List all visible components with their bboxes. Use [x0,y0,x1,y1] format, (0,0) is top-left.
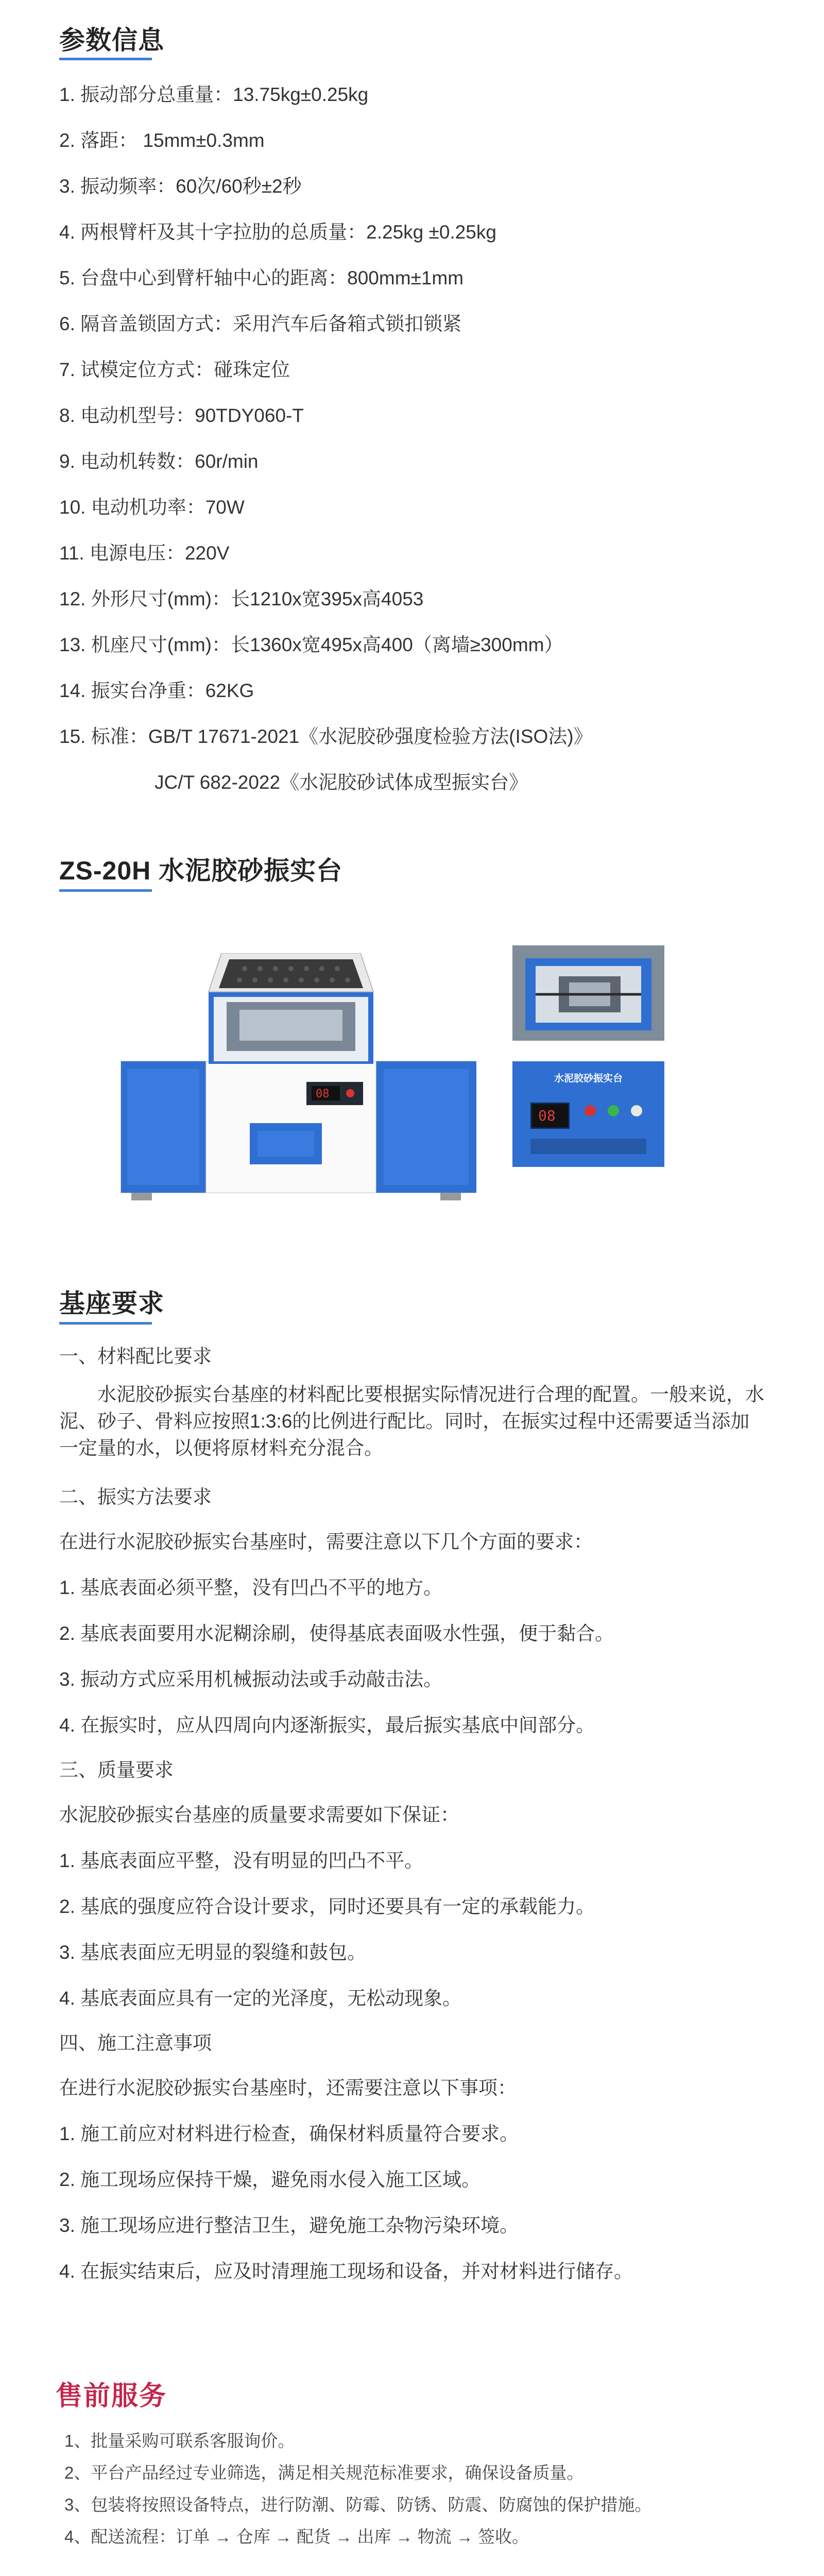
panel-label-strip [530,1139,646,1154]
param-item: 14. 振实台净重：62KG [59,680,254,701]
base-s4-item: 2. 施工现场应保持干燥，避免雨水侵入施工区域。 [59,2169,481,2190]
base-s2-item: 3. 振动方式应采用机械振动法或手动敲击法。 [59,1669,443,1690]
panel-display [530,1103,570,1129]
base-s1-body: 水泥胶砂振实台基座的材料配比要根据实际情况进行合理的配置。一般来说，水泥、砂子、骨料应按照1:3:6的比例进行配比。同时，在振实过程中还需要适当添加一定量的水，以便将原材料充分混合。 [59,1384,764,1459]
base-s2-head: 二、振实方法要求 [59,1486,212,1507]
product-title: ZS-20H 水泥胶砂振实台 [59,856,343,885]
base-title: 基座要求 [59,1289,164,1318]
product-title-underline [59,889,152,892]
param-item: 11. 电源电压：220V [59,543,230,564]
params-title: 参数信息 [59,26,164,55]
base-s4-item: 4. 在振实结束后，应及时清理施工现场和设备，并对材料进行储存。 [59,2261,633,2282]
base-title-underline [59,1322,152,1325]
base-s2-intro: 在进行水泥胶砂振实台基座时，需要注意以下几个方面的要求： [59,1531,593,1552]
param-item: 10. 电动机功率：70W [59,497,245,518]
base-s3-item: 4. 基底表面应具有一定的光泽度，无松动现象。 [59,1988,462,2009]
base-s3-item: 3. 基底表面应无明显的裂缝和鼓包。 [59,1942,367,1963]
param-item-standard-line2: JC/T 682-2022《水泥胶砂试体成型振实台》 [154,772,528,793]
presale-item: 1、批量采购可联系客服询价。 [64,2431,295,2450]
param-item: 8. 电动机型号：90TDY060-T [59,405,304,426]
param-item: 7. 试模定位方式：碰珠定位 [59,359,290,380]
panel-display-value: 08 [538,1107,556,1124]
base-s3-item: 2. 基底的强度应符合设计要求，同时还要具有一定的承载能力。 [59,1896,595,1917]
param-item: 2. 落距： 15mm±0.3mm [59,130,265,151]
param-item: 9. 电动机转数：60r/min [59,451,259,472]
base-s4-item: 1. 施工前应对材料进行检查，确保材料质量符合要求。 [59,2123,519,2144]
base-s4-intro: 在进行水泥胶砂振实台基座时，还需要注意以下事项： [59,2077,517,2098]
panel-stop-button-icon [585,1105,596,1116]
panel-title: 水泥胶砂振实台 [554,1073,623,1084]
param-item: 5. 台盘中心到臂杆轴中心的距离：800mm±1mm [59,267,464,289]
params-title-underline [59,58,152,60]
param-item: 13. 机座尺寸(mm)：长1360x宽495x高400（离墙≥300mm） [59,634,563,655]
product-main-image [116,953,476,1216]
param-item: 15. 标准：GB/T 17671-2021《水泥胶砂强度检验方法(ISO法)》 [59,726,593,747]
panel-start-button-icon [608,1105,619,1116]
presale-title: 售前服务 [56,2381,167,2411]
presale-item: 2、平台产品经过专业筛选，满足相关规范标准要求，确保设备质量。 [64,2463,584,2482]
base-s2-item: 2. 基底表面要用水泥糊涂刷，使得基底表面吸水性强，便于黏合。 [59,1623,614,1644]
svg-text:08: 08 [316,1088,330,1100]
base-s2-item: 4. 在振实时，应从四周向内逐渐振实，最后振实基底中间部分。 [59,1715,595,1736]
base-s3-intro: 水泥胶砂振实台基座的质量要求需要如下保证： [59,1804,459,1825]
presale-item: 4、配送流程：订单 → 仓库 → 配货 → 出库 → 物流 → 签收。 [64,2527,529,2546]
base-s3-item: 1. 基底表面应平整，没有明显的凹凸不平。 [59,1850,424,1871]
vibration-table-device-icon [116,953,476,1216]
param-item: 6. 隔音盖锁固方式：采用汽车后备箱式锁扣锁紧 [59,313,462,334]
product-thumb-control-panel [512,1061,664,1167]
presale-item: 3、包装将按照设备特点，进行防潮、防霉、防锈、防震、防腐蚀的保护措施。 [64,2495,652,2514]
param-item: 4. 两根臂杆及其十字拉肋的总质量：2.25kg ±0.25kg [59,222,496,243]
base-s1-head: 一、材料配比要求 [59,1346,212,1367]
param-item: 3. 振动频率：60次/60秒±2秒 [59,176,302,197]
base-s2-item: 1. 基底表面必须平整，没有凹凸不平的地方。 [59,1577,443,1598]
base-s3-head: 三、质量要求 [59,1759,174,1781]
base-s4-head: 四、施工注意事项 [59,2032,212,2054]
vibration-table-top-view-icon [512,945,664,1041]
base-s4-item: 3. 施工现场应进行整洁卫生，避免施工杂物污染环境。 [59,2215,519,2236]
param-item: 1. 振动部分总重量：13.75kg±0.25kg [59,84,369,105]
product-thumb-top-view [512,945,664,1041]
param-item: 12. 外形尺寸(mm)：长1210x宽395x高4053 [59,588,424,609]
panel-reset-button-icon [631,1105,642,1116]
